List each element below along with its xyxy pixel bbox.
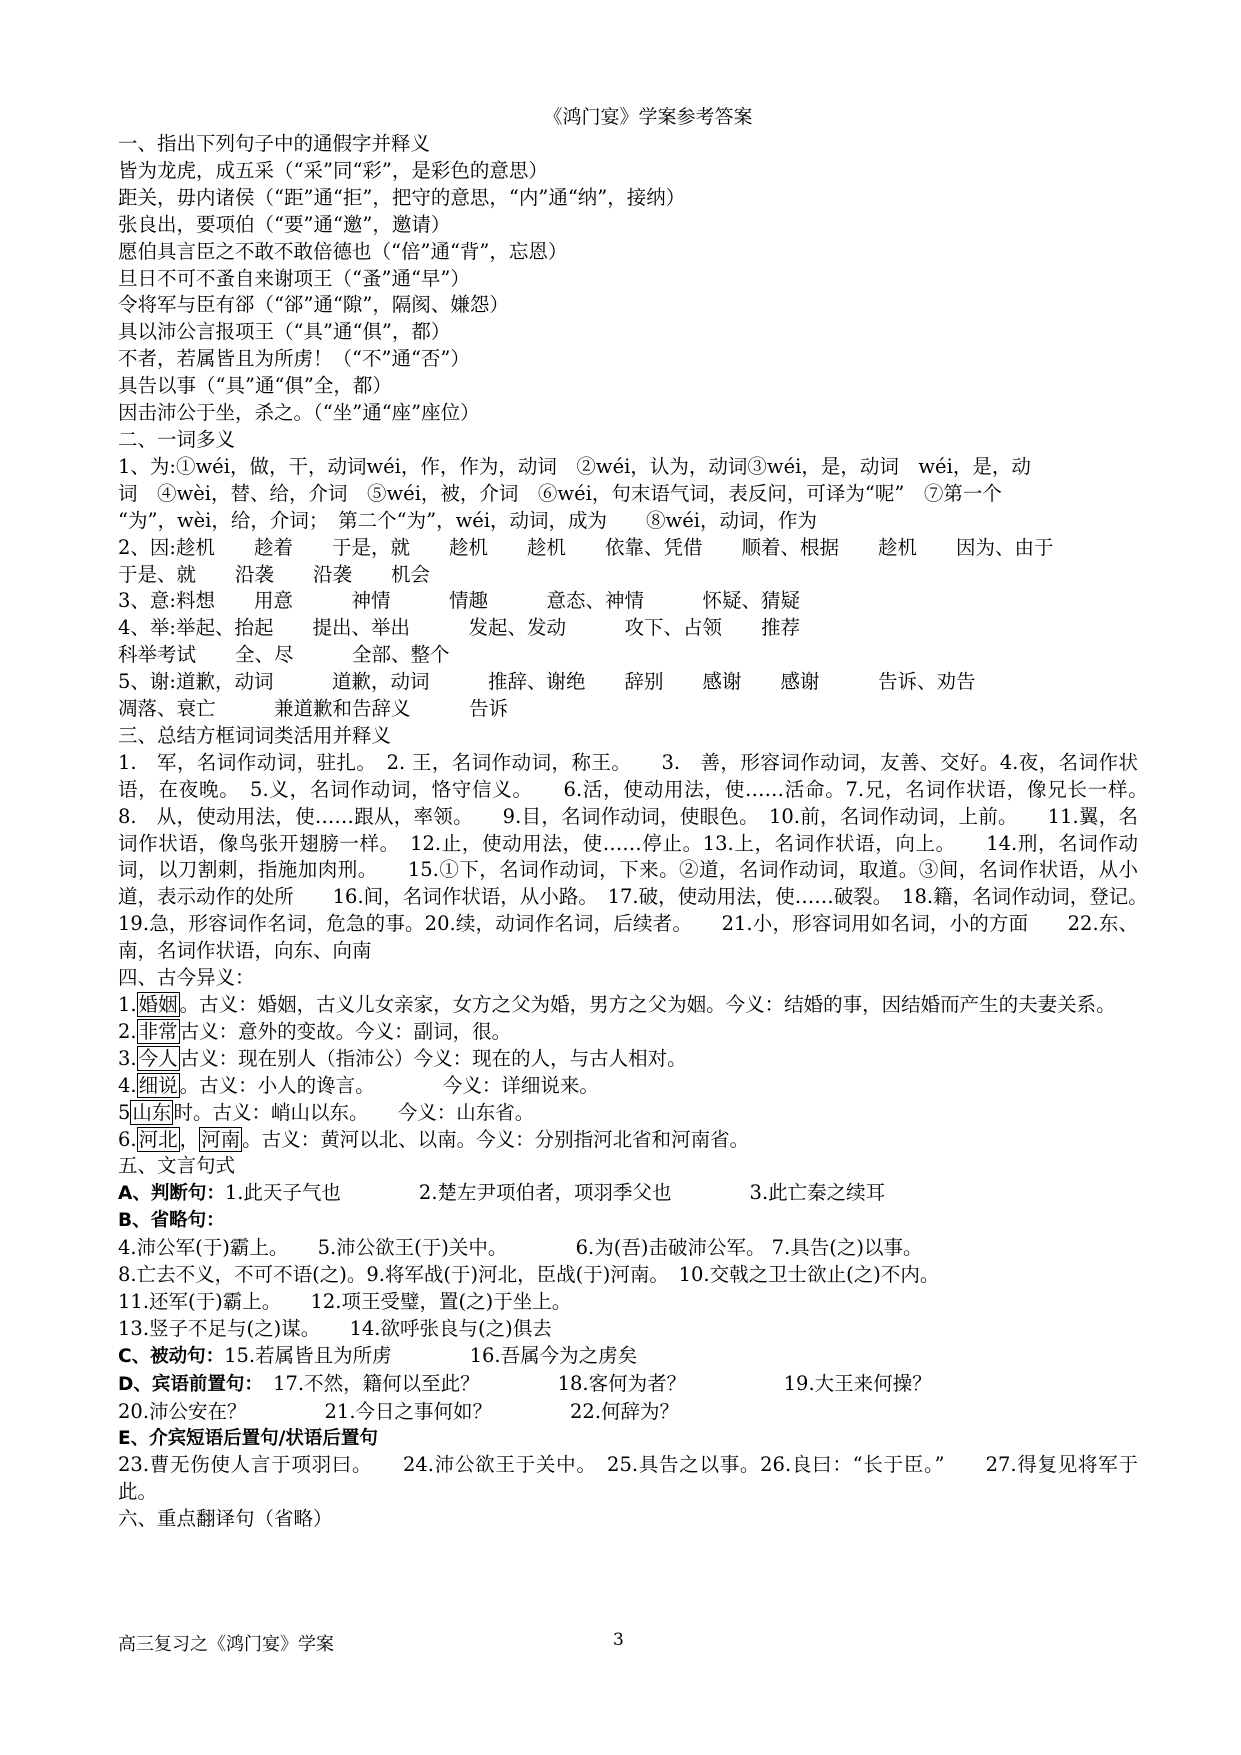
- item-text: 古义：意外的变故。今义：副词，很。: [179, 1019, 512, 1043]
- boxed-word: 婚姻: [138, 993, 178, 1016]
- s1-line: 令将军与臣有郤（“郤”通“隙”，隔阂、嫌怨）: [118, 293, 509, 317]
- s3-paragraph: 1. 军，名词作动词，驻扎。 2. 王，名词作动词，称王。 3. 善，形容词作动词，友善、交好。4.夜，名词作状语，在夜晚。 5.义，名词作动词，恪守信义。 6.活，使动用法，使……活命。7.兄，名词作状语，像兄长一样。 8. 从，使动用法，使……跟从，率领。 9.目，名词作动词，使眼色。 10.前，名词作动词，上前。 11.翼，名词作状语，像鸟张开翅膀一样。 12.止，使动用法，使……停止。13.上，名词作状语，向上。 14.刑，名词作动词，以刀割刺，指施加肉刑。 15.①下，名词作动词，下来。②道，名词作动词，取道。③间，名词作状语，从小道，表示动作的处所 16.间，名词作状语，从小路。 17.破，使动用法，使……破裂。 18.籍，名词作动词，登记。 19.急，形容词作名词，危急的事。20.续，动词作名词，后续者。 21.小，形容词用如名词，小的方面 22.东、南，名词作状语，向东、向南: [118, 750, 1158, 963]
- section-6-heading: 六、重点翻译句（省略）: [118, 1507, 333, 1531]
- section-3-heading: 三、总结方框词词类活用并释义: [118, 723, 392, 747]
- s4-item: [118, 1100, 1138, 1127]
- boxed-word: 山东: [132, 1100, 172, 1124]
- s5-b-line: 13.竖子不足与(之)谋。 14.欲呼张良与(之)俱去: [118, 1316, 552, 1340]
- s1-line: 张良出，要项伯（“要”通“邀”，邀请）: [118, 212, 451, 236]
- item-number: 5: [118, 1100, 131, 1124]
- boxed-word: 今人: [138, 1046, 178, 1070]
- s5-c: [118, 1343, 1138, 1371]
- item-text: 。古义：小人的谗言。 今义：详细说来。: [179, 1073, 599, 1097]
- s2-line: 2、因:趁机 趁着 于是，就 趁机 趁机 依靠、凭借 顺着、根据 趁机 因为、由于: [118, 535, 1054, 559]
- s5-b-line: 4.沛公军(于)霸上。 5.沛公欲王(于)关中。 6.为(吾)击破沛公军。 7.具告(之)以事。: [118, 1236, 923, 1260]
- item-number: 4.: [118, 1073, 137, 1097]
- section-5-heading: 五、文言句式: [118, 1154, 236, 1178]
- subheading-d: D、宾语前置句：: [118, 1373, 254, 1395]
- s2-line: 凋落、衰亡 兼道歉和告辞义 告诉: [118, 697, 509, 721]
- s2-line: 3、意:料想 用意 神情 情趣 意态、神情 怀疑、猜疑: [118, 589, 800, 613]
- subheading-b: B、省略句：: [118, 1210, 225, 1232]
- s2-line: “为”，wèi，给，介词； 第二个“为”，wéi，动词，成为 ⑧wéi，动词，作为: [118, 508, 818, 532]
- s1-line: 具告以事（“具”通“俱”全，都）: [118, 374, 392, 398]
- s2-line: 于是、就 沿袭 沿袭 机会: [118, 562, 431, 586]
- s1-line: 愿伯具言臣之不敢不敢倍德也（“倍”通“背”，忘恩）: [118, 239, 568, 263]
- s1-line: 距关，毋内诸侯（“距”通“拒”，把守的意思，“内”通“纳”，接纳）: [118, 185, 686, 209]
- boxed-word: 细说: [138, 1073, 178, 1097]
- s5-c-text: 15.若属皆且为所虏 16.吾属今为之虏矣: [224, 1343, 638, 1367]
- item-text: 。古义：婚姻，古义儿女亲家，女方之父为婚，男方之父为姻。今义：结婚的事，因结婚而产生的夫妻关系。: [179, 993, 1116, 1016]
- s4-item: [118, 1073, 1138, 1100]
- subheading-a: A、判断句：: [118, 1183, 225, 1205]
- item-number: 2.: [118, 1019, 137, 1043]
- section-4-heading: 四、古今异义：: [118, 966, 255, 990]
- page-title: 《鸿门宴》学案参考答案: [543, 106, 753, 128]
- item-text: 古义：现在别人（指沛公）今义：现在的人，与古人相对。: [179, 1046, 687, 1070]
- s1-line: 旦日不可不蚤自来谢项王（“蚤”通“早”）: [118, 266, 470, 290]
- s5-d-line2: 20.沛公安在？ 21.今日之事何如？ 22.何辞为？: [118, 1399, 680, 1423]
- s1-line: 不者，若属皆且为所虏！（“不”通“否”）: [118, 347, 470, 371]
- s4-item: [118, 1046, 1138, 1073]
- boxed-word: 非常: [138, 1019, 178, 1043]
- item-text: 时。古义：峭山以东。 今义：山东省。: [173, 1100, 535, 1124]
- page-number: 3: [613, 1630, 624, 1650]
- s2-line: 4、举:举起、抬起 提出、举出 发起、发动 攻下、占领 推荐: [118, 616, 800, 640]
- item-number: 1.: [118, 993, 137, 1016]
- s2-line: 科举考试 全、尽 全部、整个: [118, 643, 450, 667]
- s1-line: 因击沛公于坐，杀之。（“坐”通“座”座位）: [118, 401, 480, 425]
- s4-item: [118, 1127, 1138, 1154]
- section-2-heading: 二、一词多义: [118, 427, 236, 451]
- s5-e-text: 23.曹无伤使人言于项羽曰。 24.沛公欲王于关中。 25.具告之以事。26.良曰：“长于臣。” 27.得复见将军于此。: [118, 1453, 1138, 1504]
- document-page: [118, 104, 1158, 1533]
- item-number: 6.: [118, 1127, 137, 1151]
- s4-item: [118, 992, 1138, 1019]
- s5-d-text: 17.不然，籍何以至此？ 18.客何为者？ 19.大王来何操？: [253, 1371, 932, 1395]
- s5-d: [118, 1371, 1138, 1399]
- section-1-heading: 一、指出下列句子中的通假字并释义: [118, 132, 431, 155]
- boxed-word: 河南: [201, 1127, 241, 1151]
- s5-a-text: 1.此天子气也 2.楚左尹项伯者，项羽季父也 3.此亡秦之续耳: [224, 1181, 886, 1205]
- s1-line: 具以沛公言报项王（“具”通“俱”，都）: [118, 320, 451, 344]
- item-text: 。古义：黄河以北、以南。今义：分别指河北省和河南省。: [242, 1127, 750, 1151]
- subheading-e: E、介宾短语后置句/状语后置句: [118, 1427, 378, 1449]
- boxed-word: 河北: [138, 1127, 178, 1151]
- item-number: 3.: [118, 1046, 137, 1070]
- s5-a: [118, 1180, 1138, 1208]
- s2-line: 1、为:①wéi，做，干，动词wéi，作，作为，动词 ②wéi，认为，动词③wéi，是，动词 wéi，是，动: [118, 454, 1031, 478]
- s5-b-line: 8.亡去不义，不可不语(之)。9.将军战(于)河北，臣战(于)河南。 10.交戟之卫士欲止(之)不内。: [118, 1263, 940, 1287]
- s2-line: 5、谢:道歉，动词 道歉，动词 推辞、谢绝 辞别 感谢 感谢 告诉、劝告: [118, 670, 976, 694]
- s5-b-line: 11.还军(于)霸上。 12.项王受璧，置(之)于坐上。: [118, 1289, 572, 1313]
- s2-line: 词 ④wèi，替、给，介词 ⑤wéi，被，介词 ⑥wéi，句末语气词，表反问，可译为“呢” ⑦第一个: [118, 481, 1002, 505]
- footer-text: 高三复习之《鸿门宴》学案: [118, 1634, 334, 1655]
- s4-item: [118, 1019, 1138, 1046]
- s1-line: 皆为龙虎，成五采（“采”同“彩”，是彩色的意思）: [118, 158, 548, 182]
- subheading-c: C、被动句：: [118, 1345, 225, 1367]
- separator: ，: [179, 1127, 200, 1151]
